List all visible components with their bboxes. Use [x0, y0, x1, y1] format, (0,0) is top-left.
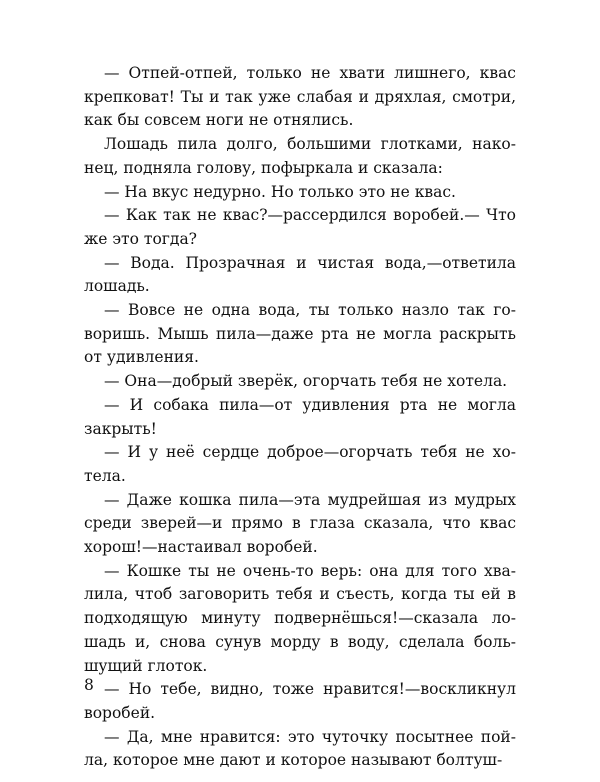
text-line: — Как так не квас?—рассердился воробей.— Что: [104, 206, 516, 225]
text-line: тела.: [84, 466, 126, 485]
paragraph: [84, 62, 516, 133]
page-number: 8: [84, 676, 94, 694]
text-line: — Но тебе, видно, тоже нравится!—воскликнул: [104, 680, 516, 699]
paragraph: [84, 560, 516, 679]
text-line: — И собака пила—от удивления рта не могла: [104, 395, 516, 414]
text-line: — Да, мне нравится: это чуточку посытнее пой-: [104, 727, 516, 746]
paragraph: [84, 678, 516, 725]
text-line: — Даже кошка пила—эта мудрейшая из мудрых: [104, 490, 516, 509]
paragraph: [84, 394, 516, 441]
text-line: — И у неё сердце доброе—огорчать тебя не хо-: [104, 443, 516, 462]
text-line: подходящую минуту подвернёшься!—сказала ло-: [84, 609, 516, 628]
text-line: же это тогда?: [84, 229, 197, 248]
paragraph: [84, 133, 516, 180]
text-line: как бы совсем ноги не отнялись.: [84, 111, 354, 130]
text-line: закрыть!: [84, 419, 157, 438]
text-line: воробей.: [84, 703, 156, 722]
text-line: — Отпей-отпей, только не хвати лишнего, квас: [104, 64, 516, 82]
text-line: крепковат! Ты и так уже слабая и дряхлая, смотри,: [84, 87, 516, 106]
text-line: ла, которое мне дают и которое называют болтуш-: [84, 751, 503, 770]
text-line: — Она—добрый зверёк, огорчать тебя не хотела.: [104, 372, 508, 391]
text-line: — Вода. Прозрачная и чистая вода,—ответила: [104, 253, 516, 272]
text-line: шущий глоток.: [84, 656, 208, 675]
text-line: хорош!—настаивал воробей.: [84, 538, 318, 557]
text-line: воришь. Мышь пила—даже рта не могла раскрыть: [84, 324, 516, 343]
text-line: — Вовсе не одна вода, ты только назло так го-: [104, 301, 516, 320]
text-line: нец, подняла голову, пофыркала и сказала:: [84, 158, 443, 177]
paragraph: [84, 370, 516, 394]
body-text: [84, 62, 516, 773]
text-line: — На вкус недурно. Но только это не квас.: [104, 182, 456, 201]
text-line: лошадь.: [84, 277, 150, 296]
paragraph: [84, 441, 516, 488]
paragraph: [84, 252, 516, 299]
paragraph: [84, 299, 516, 370]
text-line: от удивления.: [84, 348, 199, 367]
paragraph: [84, 181, 516, 205]
paragraph: [84, 204, 516, 251]
text-line: среди зверей—и прямо в глаза сказала, что квас: [84, 514, 516, 533]
text-line: — Кошке ты не очень-то верь: она для того хва-: [104, 561, 516, 580]
text-line: шадь и, снова сунув морду в воду, сделала боль-: [84, 632, 516, 651]
text-line: Лошадь пила долго, большими глотками, нако-: [104, 135, 516, 154]
paragraph: [84, 489, 516, 560]
text-line: лила, чтоб заговорить тебя и съесть, когда ты ей в: [84, 585, 516, 604]
paragraph: [84, 726, 516, 773]
